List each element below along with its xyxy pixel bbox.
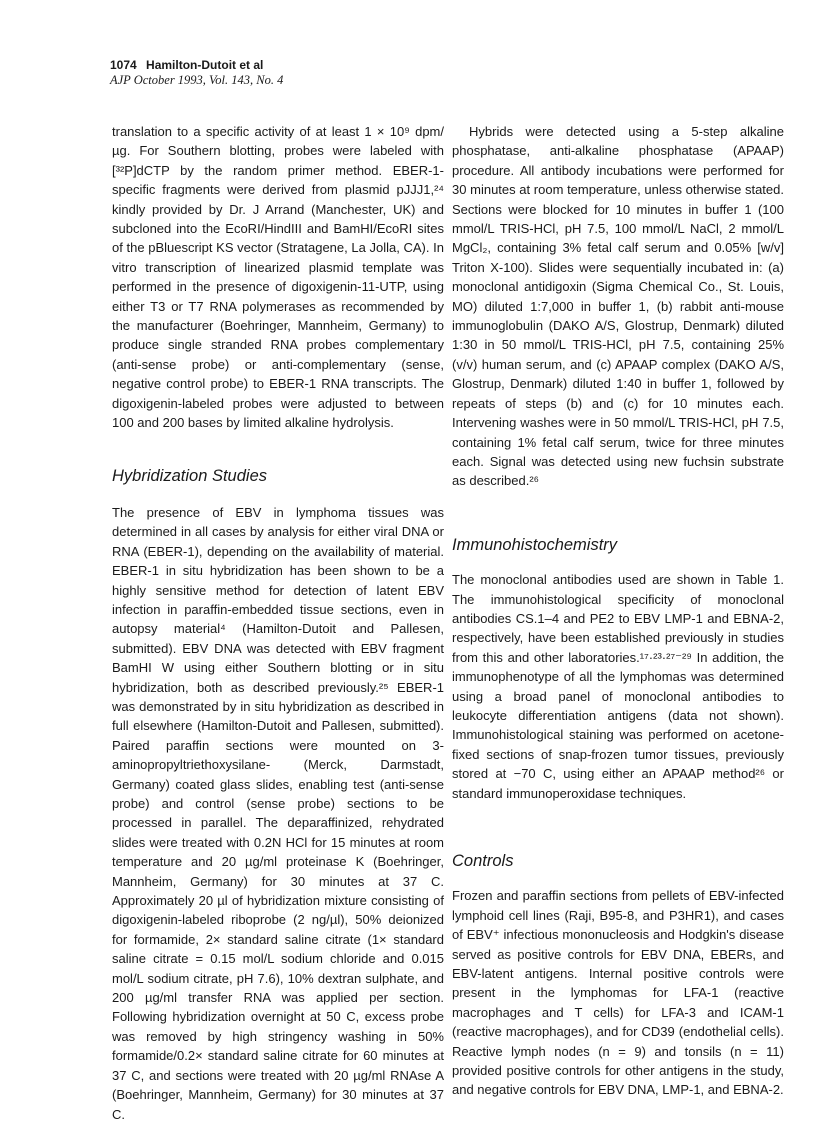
immunohistochemistry-heading: Immunohistochemistry: [452, 535, 618, 554]
right-column: [452, 122, 784, 1100]
left-column: [112, 122, 444, 1124]
header-line-1: [110, 58, 283, 73]
detection-paragraph: Hybrids were detected using a 5-step alkaline phosphatase, anti-alkaline phosphatase (APAAP) procedure. All antibody incubations were performed for 30 minutes at room temperature, unless otherwise stated. Sections were blocked for 10 minutes in buffer 1 (100 mmol/L TRIS-HCl, pH 7.5, 100 mmol/L NaCl, 2 mmol/L MgCl₂, containing 3% fetal calf serum and 0.05% [w/v] Triton X-100). Slides were sequentially incubated in: (a) monoclonal antidigoxin (Sigma Chemical Co., St. Louis, MO) diluted 1:7,000 in buffer 1, (b) rabbit anti-mouse immunoglobulin (DAKO A/S, Glostrup, Denmark) diluted 1:30 in 50 mmol/L TRIS-HCl, pH 7.5, containing 25% (v/v) human serum, and (c) APAAP complex (DAKO A/S, Glostrup, Denmark) diluted 1:40 in buffer 1, followed by repeats of steps (b) and (c) for 10 minutes each. Intervening washes were in 50 mmol/L TRIS-HCl, pH 7.5, containing 1% fetal calf serum, twice for three minutes each. Signal was detected using new fuchsin substrate as described.²⁶: [452, 124, 784, 489]
author-line: Hamilton-Dutoit et al: [146, 58, 264, 72]
immunohistochemistry-paragraph: The monoclonal antibodies used are shown in Table 1. The immunohistological specificity of monoclonal antibodies CS.1–4 and PE2 to EBV LMP-1 and EBNA-2, respectively, have been established previously in studies from this and other laboratories.¹⁷·²³·²⁷⁻²⁹ In addition, the immunophenotype of all the lymphomas was determined using a broad panel of monoclonal antibodies to leukocyte differentiation antigens (data not shown). Immunohistological staining was performed on acetone-fixed sections of snap-frozen tumor tissues, previously stored at −70 C, using either an APAAP method²⁶ or standard immunoperoxidase techniques.: [452, 572, 784, 801]
hybridization-heading: Hybridization Studies: [112, 466, 267, 485]
hybridization-paragraph: The presence of EBV in lymphoma tissues was determined in all cases by analysis for either viral DNA or RNA (EBER-1), depending on the availability of material. EBER-1 in situ hybridization has been shown to be a highly sensitive method for detection of latent EBV infection in paraffin-embedded tissue sections, even in autopsy material⁴ (Hamilton-Dutoit and Pallesen, submitted). EBV DNA was detected with EBV fragment BamHI W using either Southern blotting or in situ hybridization, both as described previously.²⁵ EBER-1 was demonstrated by in situ hybridization as described in full elsewhere (Hamilton-Dutoit and Pallesen, submitted). Paired paraffin sections were mounted on 3-aminopropyltriethoxysilane- (Merck, Darmstadt, Germany) coated glass slides, enabling test (anti-sense probe) and control (sense probe) sections to be processed in parallel. The deparaffinized, rehydrated slides were treated with 0.2N HCl for 15 minutes at room temperature and 20 µg/ml proteinase K (Boehringer, Mannheim, Germany) for 30 minutes at 37 C. Approximately 20 µl of hybridization mixture consisting of digoxigenin-labeled riboprobe (2 ng/µl), 50% deionized for formamide, 2× standard saline citrate (1× standard saline citrate = 0.15 mol/L sodium chloride and 0.015 mol/L sodium citrate, pH 7.6), 10% dextran sulphate, and 200 µg/ml transfer RNA was applied per section. Following hybridization overnight at 50 C, excess probe was removed by high stringency washing in 50% formamide/0.2× standard saline citrate for 60 minutes at 37 C, and sections were treated with 20 µg/ml RNAse A (Boehringer, Mannheim, Germany) for 30 minutes at 37 C.: [112, 504, 444, 1122]
journal-citation: AJP October 1993, Vol. 143, No. 4: [110, 73, 284, 87]
controls-paragraph: Frozen and paraffin sections from pellets of EBV-infected lymphoid cell lines (Raji, B95-8, and P3HR1), and cases of EBV⁺ infectious mononucleosis and Hodgkin's disease served as positive controls for EBV DNA, EBERs, and EBV-latent antigens. Internal positive controls were present in the lymphomas for LFA-1 (reactive macrophages and T cells) for LFA-3 and ICAM-1 (reactive macrophages), and for CD39 (endothelial cells). Reactive lymph nodes (n = 9) and tonsils (n = 11) provided positive controls for other antigens in the study, and negative controls for EBV DNA, LMP-1, and EBNA-2.: [452, 888, 784, 1098]
controls-heading: Controls: [452, 852, 514, 870]
running-header: [110, 58, 283, 88]
page-number: 1074: [110, 58, 137, 72]
probe-paragraph: translation to a specific activity of at least 1 × 10⁹ dpm/µg. For Southern blotting, probes were labeled with [³²P]dCTP by the random primer method. EBER-1-specific fragments were derived from plasmid pJJJ1,²⁴ kindly provided by Dr. J Arrand (Manchester, UK) and subcloned into the EcoRI/HindIII and BamHI/EcoRI sites of the pBluescript KS vector (Stratagene, La Jolla, CA). In vitro transcription of linearized plasmid template was performed in the presence of digoxigenin-11-UTP, using either T3 or T7 RNA polymerases as recommended by the manufacturer (Boehringer, Mannheim, Germany) to produce single stranded RNA probes complementary (anti-sense probe) or anti-complementary (sense, negative control probe) to EBER-1 RNA transcripts. The digoxigenin-labeled probes were adjusted to between 100 and 200 bases by limited alkaline hydrolysis.: [112, 124, 444, 431]
